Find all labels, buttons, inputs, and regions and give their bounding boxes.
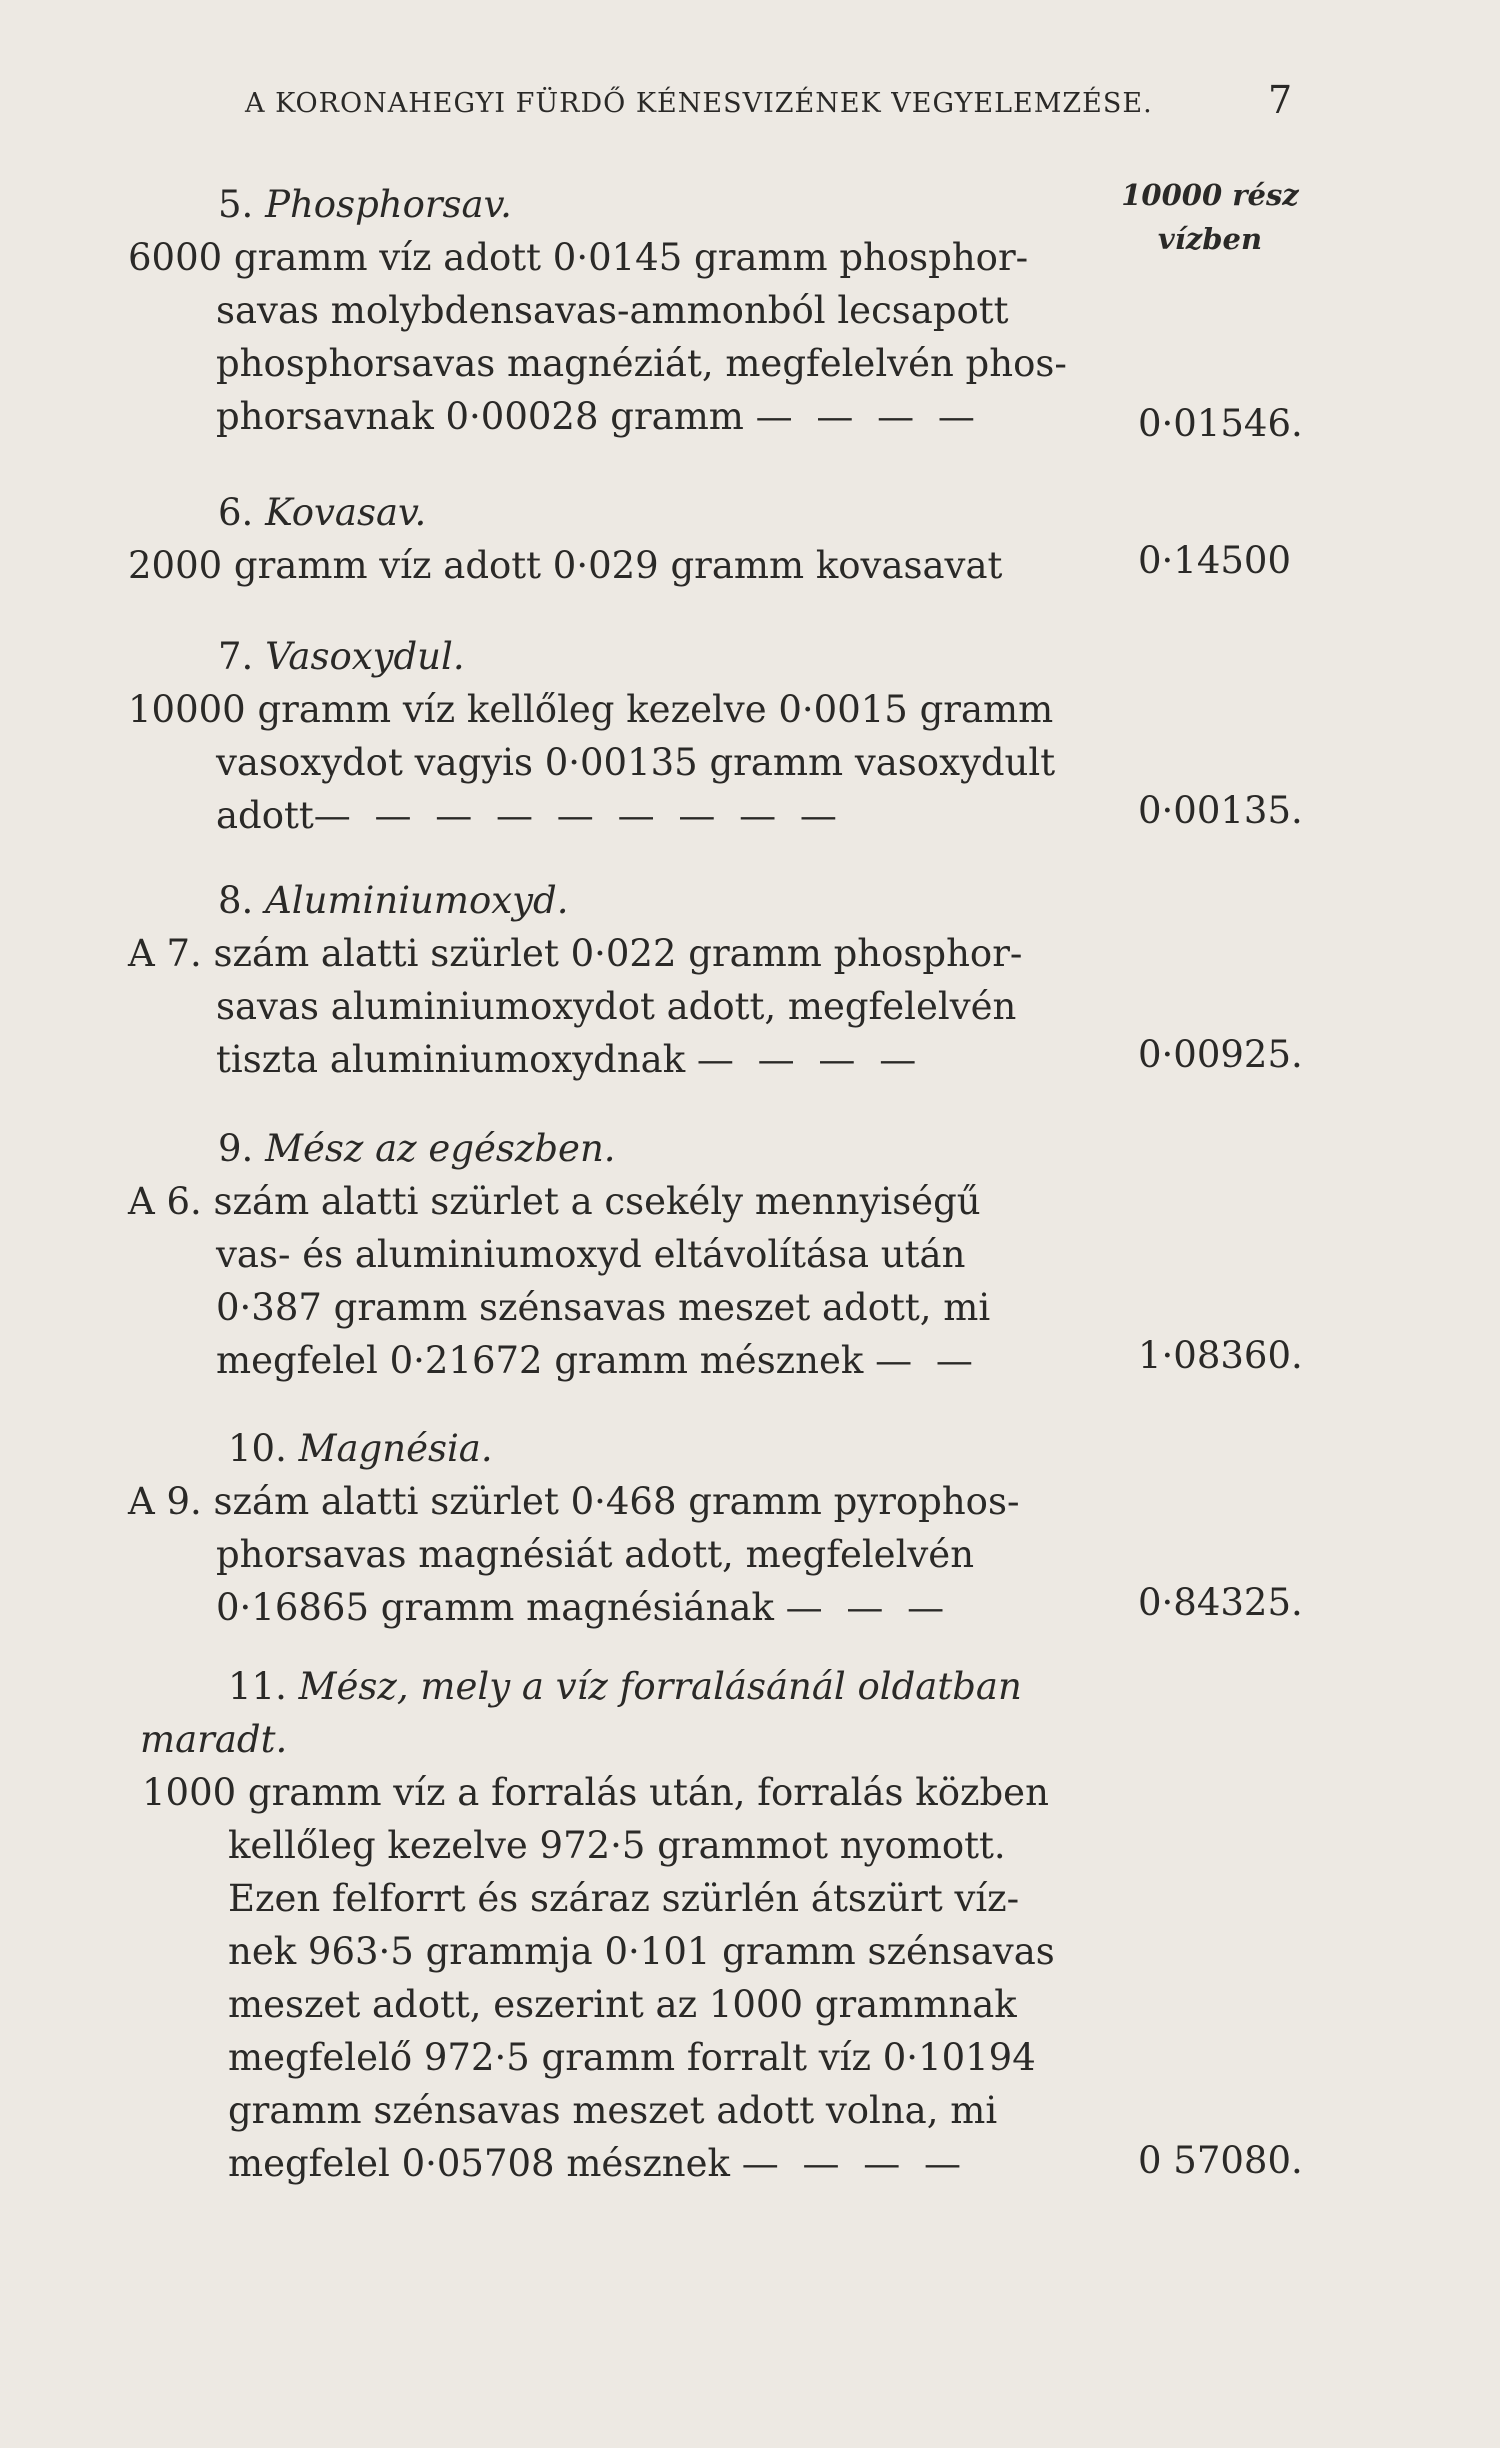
section-name: Aluminiumoxyd. [265, 879, 569, 922]
result-value: 0·01546. [1138, 402, 1303, 445]
section-number: 6. [218, 491, 254, 534]
text-line: megfelel 0·05708 mésznek — — — — [228, 2142, 968, 2185]
text-line: phosphorsavas magnéziát, megfelelvén phos- [216, 342, 1067, 385]
text-line: tiszta aluminiumoxydnak — — — — [216, 1038, 923, 1081]
text-line: vas- és aluminiumoxyd eltávolítása után [216, 1233, 966, 1276]
unit-label-line2: vízben [1157, 222, 1263, 256]
result-value: 0·14500 [1138, 539, 1292, 582]
running-header: A KORONAHEGYI FÜRDŐ KÉNESVIZÉNEK VEGYELEMZÉSE. [245, 88, 1153, 119]
result-value: 0·00925. [1138, 1033, 1303, 1076]
section-aluminiumoxyd [128, 874, 1040, 1086]
section-name: Kovasav. [265, 491, 427, 534]
text-line: A 7. szám alatti szürlet 0·022 gramm phosphor- [128, 932, 1023, 975]
text-line: 6000 gramm víz adott 0·0145 gramm phosphor- [128, 236, 1029, 279]
section-number: 9. [218, 1127, 254, 1170]
section-name: Mész, mely a víz forralásánál oldatban [298, 1665, 1022, 1708]
section-number: 11. [228, 1665, 287, 1708]
section-mesz-oldatban [128, 1660, 1055, 2190]
section-name: maradt. [140, 1718, 288, 1761]
section-name: Phosphorsav. [265, 183, 512, 226]
section-number: 5. [218, 183, 254, 226]
dot-leader: — — — — [755, 395, 981, 438]
dot-leader: — — [875, 1339, 979, 1382]
section-title [128, 178, 1040, 231]
text-line: 0·16865 gramm magnésiának — — — [216, 1586, 951, 1629]
section-mesz-egeszben [128, 1122, 1040, 1387]
section-title [128, 874, 1040, 927]
text-line: phorsavnak 0·00028 gramm — — — — [216, 395, 981, 438]
text-line: savas aluminiumoxydot adott, megfelelvén [216, 985, 1017, 1028]
section-title [128, 1422, 1040, 1475]
section-name: Vasoxydul. [265, 635, 465, 678]
section-title [128, 630, 1040, 683]
section-number: 10. [228, 1427, 287, 1470]
result-value: 0·84325. [1138, 1581, 1303, 1624]
unit-label-line1: 10000 rész [1121, 178, 1299, 212]
text-line: Ezen felforrt és száraz szürlén átszürt víz- [228, 1877, 1020, 1920]
text-line: savas molybdensavas-ammonból lecsapott [216, 289, 1009, 332]
page-number: 7 [1268, 78, 1293, 122]
section-title [128, 1660, 1040, 1713]
text-line: nek 963·5 grammja 0·101 gramm szénsavas [228, 1930, 1055, 1973]
result-value: 1·08360. [1138, 1334, 1303, 1377]
text-line: meszet adott, eszerint az 1000 grammnak [228, 1983, 1017, 2026]
text-line: A 6. szám alatti szürlet a csekély mennyiségű [128, 1180, 981, 1223]
dot-leader: — — — [785, 1586, 951, 1629]
dot-leader: — — — — [741, 2142, 968, 2185]
text-line: adott— — — — — — — — — [216, 794, 843, 837]
text-line: 10000 gramm víz kellőleg kezelve 0·0015 gramm [128, 688, 1054, 731]
section-title [128, 486, 1040, 539]
section-name: Magnésia. [298, 1427, 493, 1470]
text-line: 1000 gramm víz a forralás után, forralás közben [142, 1771, 1049, 1814]
section-number: 7. [218, 635, 254, 678]
section-title-continued [128, 1713, 1040, 1766]
dot-leader: — — — — — — — — — [313, 794, 843, 837]
text-line: gramm szénsavas meszet adott volna, mi [228, 2089, 998, 2132]
dot-leader: — — — — [696, 1038, 923, 1081]
text-line: 2000 gramm víz adott 0·029 gramm kovasavat [128, 544, 1003, 587]
result-value: 0·00135. [1138, 789, 1303, 832]
text-line: kellőleg kezelve 972·5 grammot nyomott. [228, 1824, 1006, 1867]
section-title [128, 1122, 1040, 1175]
result-value: 0 57080. [1138, 2139, 1303, 2182]
section-name: Mész az egészben. [265, 1127, 616, 1170]
section-kovasav [128, 486, 1040, 592]
text-line: A 9. szám alatti szürlet 0·468 gramm pyrophos- [128, 1480, 1020, 1523]
text-line: phorsavas magnésiát adott, megfelelvén [216, 1533, 975, 1576]
text-line: megfelelő 972·5 gramm forralt víz 0·10194 [228, 2036, 1036, 2079]
text-line: vasoxydot vagyis 0·00135 gramm vasoxydult [216, 741, 1056, 784]
section-magnesia [128, 1422, 1040, 1634]
text-line: megfelel 0·21672 gramm mésznek — — [216, 1339, 979, 1382]
section-vasoxydul [128, 630, 1056, 842]
section-phosphorsav [128, 178, 1067, 443]
text-line: 0·387 gramm szénsavas meszet adott, mi [216, 1286, 991, 1329]
section-number: 8. [218, 879, 254, 922]
